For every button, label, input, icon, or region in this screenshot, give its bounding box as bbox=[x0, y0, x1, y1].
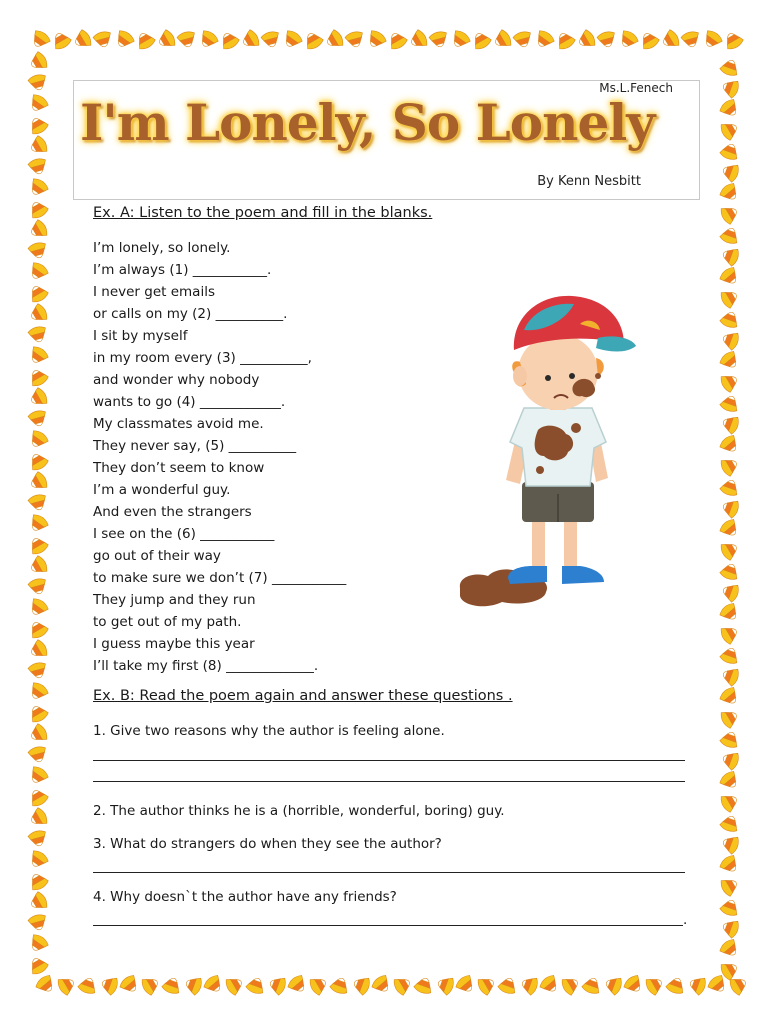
candy-corn-icon bbox=[720, 161, 740, 183]
candy-corn-icon bbox=[27, 680, 50, 703]
exercise-b-heading: Ex. B: Read the poem again and answer these questions . bbox=[93, 688, 513, 704]
candy-corn-icon bbox=[718, 349, 741, 372]
candy-corn-icon bbox=[27, 932, 50, 955]
candy-corn-icon bbox=[491, 28, 513, 51]
candy-corn-icon bbox=[267, 974, 287, 996]
candy-corn-icon bbox=[659, 28, 681, 51]
candy-corn-icon bbox=[449, 28, 472, 51]
candy-corn-icon bbox=[718, 769, 741, 792]
answer-line[interactable] bbox=[93, 872, 685, 873]
candy-corn-icon bbox=[27, 786, 50, 808]
candy-corn-icon bbox=[644, 974, 666, 997]
candy-corn-icon bbox=[718, 97, 741, 120]
candy-corn-icon bbox=[329, 975, 351, 995]
candy-corn-icon bbox=[27, 764, 50, 787]
candy-corn-icon bbox=[407, 28, 429, 51]
candy-corn-icon bbox=[720, 413, 740, 435]
candy-corn-icon bbox=[718, 181, 741, 204]
candy-corn-icon bbox=[719, 897, 741, 917]
candy-corn-icon bbox=[603, 974, 623, 996]
poem-author: By Kenn Nesbitt bbox=[537, 174, 641, 189]
candy-corn-icon bbox=[27, 661, 48, 680]
candy-corn-icon bbox=[581, 975, 603, 995]
candy-corn-icon bbox=[183, 974, 203, 996]
candy-corn-icon bbox=[719, 141, 741, 161]
poem-line: go out of their way bbox=[93, 548, 221, 564]
candy-corn-icon bbox=[56, 974, 78, 997]
poem-line: to get out of my path. bbox=[93, 614, 242, 630]
candy-corn-icon bbox=[27, 260, 50, 283]
poem-line: They never say, (5) __________ bbox=[93, 438, 297, 454]
candy-corn-icon bbox=[92, 30, 113, 49]
candy-corn-icon bbox=[27, 638, 49, 661]
exercise-a-heading: Ex. A: Listen to the poem and fill in the blanks. bbox=[93, 205, 433, 221]
candy-corn-icon bbox=[720, 833, 740, 855]
candy-corn-icon bbox=[27, 198, 50, 220]
candy-corn-icon bbox=[719, 561, 741, 581]
candy-corn-icon bbox=[202, 973, 225, 996]
candy-corn-icon bbox=[27, 890, 49, 913]
candy-corn-icon bbox=[27, 702, 50, 724]
candy-corn-icon bbox=[224, 974, 246, 997]
poem-line: And even the strangers bbox=[93, 504, 252, 520]
candy-corn-icon bbox=[323, 28, 345, 51]
poem-line: I’m lonely, so lonely. bbox=[93, 240, 231, 256]
candy-corn-icon bbox=[239, 28, 261, 51]
candy-corn-icon bbox=[719, 393, 741, 413]
candy-corn-icon bbox=[718, 265, 741, 288]
candy-corn-icon bbox=[27, 722, 49, 745]
candy-corn-icon bbox=[27, 745, 48, 764]
candy-corn-icon bbox=[308, 974, 330, 997]
candy-corn-icon bbox=[720, 497, 740, 519]
candy-corn-icon bbox=[719, 875, 741, 898]
candy-corn-icon bbox=[351, 974, 371, 996]
candy-corn-icon bbox=[27, 848, 50, 871]
candy-corn-icon bbox=[27, 302, 49, 325]
candy-corn-icon bbox=[519, 974, 539, 996]
candy-corn-icon bbox=[118, 973, 141, 996]
candy-corn-icon bbox=[413, 975, 435, 995]
candy-corn-icon bbox=[286, 973, 309, 996]
candy-corn-icon bbox=[27, 913, 48, 932]
candy-corn-icon bbox=[538, 973, 561, 996]
candy-corn-icon bbox=[718, 937, 741, 960]
candy-corn-icon bbox=[27, 428, 50, 451]
candy-corn-icon bbox=[554, 29, 577, 51]
candy-corn-icon bbox=[476, 974, 498, 997]
candy-corn-icon bbox=[719, 707, 741, 730]
candy-corn-icon bbox=[617, 28, 640, 51]
candy-corn-icon bbox=[27, 325, 48, 344]
poem-line: My classmates avoid me. bbox=[93, 416, 264, 432]
candy-corn-icon bbox=[27, 176, 50, 199]
candy-corn-icon bbox=[701, 28, 724, 51]
question-2: 2. The author thinks he is a (horrible, wonderful, boring) guy. bbox=[93, 803, 505, 819]
candy-corn-icon bbox=[720, 749, 740, 771]
candy-corn-icon bbox=[27, 386, 49, 409]
candy-corn-icon bbox=[27, 73, 48, 92]
candy-corn-icon bbox=[719, 729, 741, 749]
candy-corn-icon bbox=[719, 57, 741, 77]
candy-corn-icon bbox=[245, 975, 267, 995]
candy-corn-icon bbox=[719, 119, 741, 142]
candy-corn-icon bbox=[720, 665, 740, 687]
candy-corn-icon bbox=[512, 30, 533, 49]
candy-corn-icon bbox=[27, 157, 48, 176]
candy-corn-icon bbox=[27, 450, 50, 472]
candy-corn-icon bbox=[370, 973, 393, 996]
poem-line: and wonder why nobody bbox=[93, 372, 260, 388]
candy-corn-icon bbox=[27, 409, 48, 428]
candy-corn-icon bbox=[720, 329, 740, 351]
candy-corn-icon bbox=[34, 973, 57, 996]
candy-corn-icon bbox=[719, 225, 741, 245]
candy-corn-icon bbox=[622, 973, 645, 996]
candy-corn-icon bbox=[719, 813, 741, 833]
candy-corn-icon bbox=[638, 29, 661, 51]
candy-corn-icon bbox=[680, 30, 701, 49]
candy-corn-icon bbox=[435, 974, 455, 996]
teacher-name: Ms.L.Fenech bbox=[599, 81, 673, 95]
title-box bbox=[73, 80, 700, 200]
candy-corn-icon bbox=[77, 975, 99, 995]
poem-line: I see on the (6) ___________ bbox=[93, 526, 275, 542]
candy-corn-icon bbox=[27, 554, 49, 577]
candy-corn-icon bbox=[497, 975, 519, 995]
candy-corn-icon bbox=[27, 829, 48, 848]
candy-corn-icon bbox=[575, 28, 597, 51]
candy-corn-icon bbox=[718, 853, 741, 876]
poem-line: I’ll take my first (8) _____________. bbox=[93, 658, 319, 674]
candy-corn-icon bbox=[134, 29, 157, 51]
candy-corn-icon bbox=[718, 517, 741, 540]
poem-line: wants to go (4) ____________. bbox=[93, 394, 286, 410]
candy-corn-icon bbox=[719, 371, 741, 394]
candy-corn-icon bbox=[27, 92, 50, 115]
candy-corn-icon bbox=[27, 534, 50, 556]
candy-corn-icon bbox=[454, 973, 477, 996]
candy-corn-icon bbox=[50, 29, 73, 51]
candy-corn-icon bbox=[27, 282, 50, 304]
candy-corn-icon bbox=[27, 493, 48, 512]
candy-corn-icon bbox=[155, 28, 177, 51]
candy-corn-icon bbox=[719, 477, 741, 497]
answer-line[interactable] bbox=[93, 760, 685, 761]
poem-line: to make sure we don’t (7) ___________ bbox=[93, 570, 347, 586]
candy-corn-icon bbox=[27, 512, 50, 535]
candy-corn-icon bbox=[392, 974, 414, 997]
candy-corn-icon bbox=[27, 577, 48, 596]
candy-corn-icon bbox=[344, 30, 365, 49]
candy-corn-icon bbox=[27, 806, 49, 829]
candy-corn-icon bbox=[27, 596, 50, 619]
candy-corn-icon bbox=[719, 791, 741, 814]
candy-corn-icon bbox=[99, 974, 119, 996]
question-1: 1. Give two reasons why the author is feeling alone. bbox=[93, 723, 445, 739]
candy-corn-icon bbox=[27, 470, 49, 493]
candy-corn-icon bbox=[687, 974, 707, 996]
candy-corn-icon bbox=[27, 218, 49, 241]
candy-corn-icon bbox=[719, 287, 741, 310]
candy-corn-icon bbox=[27, 114, 50, 136]
candy-corn-icon bbox=[281, 28, 304, 51]
candy-corn-icon bbox=[720, 581, 740, 603]
question-3: 3. What do strangers do when they see the author? bbox=[93, 836, 442, 852]
candy-corn-icon bbox=[719, 309, 741, 329]
answer-end-period: . bbox=[683, 912, 688, 928]
candy-corn-icon bbox=[428, 30, 449, 49]
poem-line: in my room every (3) __________, bbox=[93, 350, 312, 366]
answer-line[interactable] bbox=[93, 925, 683, 926]
candy-corn-icon bbox=[140, 974, 162, 997]
candy-corn-icon bbox=[27, 870, 50, 892]
candy-corn-icon bbox=[720, 77, 740, 99]
candy-corn-icon bbox=[386, 29, 409, 51]
candy-corn-icon bbox=[718, 601, 741, 624]
candy-corn-icon bbox=[161, 975, 183, 995]
candy-corn-icon bbox=[27, 618, 50, 640]
poem-line: They don’t seem to know bbox=[93, 460, 265, 476]
candy-corn-icon bbox=[176, 30, 197, 49]
candy-corn-icon bbox=[27, 344, 50, 367]
candy-corn-icon bbox=[560, 974, 582, 997]
candy-corn-icon bbox=[27, 50, 49, 73]
poem-line: They jump and they run bbox=[93, 592, 256, 608]
candy-corn-icon bbox=[27, 366, 50, 388]
candy-corn-icon bbox=[718, 685, 741, 708]
candy-corn-icon bbox=[719, 455, 741, 478]
candy-corn-icon bbox=[722, 29, 745, 51]
candy-corn-icon bbox=[197, 28, 220, 51]
candy-corn-icon bbox=[218, 29, 241, 51]
candy-corn-icon bbox=[365, 28, 388, 51]
candy-corn-icon bbox=[533, 28, 556, 51]
worksheet-title: I'm Lonely, So Lonely bbox=[80, 93, 655, 152]
poem-line: I’m a wonderful guy. bbox=[93, 482, 231, 498]
poem-line: I’m always (1) ___________. bbox=[93, 262, 272, 278]
poem-line: I never get emails bbox=[93, 284, 215, 300]
candy-corn-icon bbox=[29, 28, 52, 51]
question-4: 4. Why doesn`t the author have any friends? bbox=[93, 889, 397, 905]
candy-corn-icon bbox=[27, 134, 49, 157]
candy-corn-icon bbox=[719, 539, 741, 562]
candy-corn-icon bbox=[27, 241, 48, 260]
poem-line: or calls on my (2) __________. bbox=[93, 306, 288, 322]
candy-corn-icon bbox=[260, 30, 281, 49]
candy-corn-icon bbox=[719, 645, 741, 665]
poem-text bbox=[93, 237, 346, 677]
candy-corn-icon bbox=[719, 203, 741, 226]
candy-corn-icon bbox=[27, 954, 50, 976]
answer-line[interactable] bbox=[93, 781, 685, 782]
candy-corn-icon bbox=[113, 28, 136, 51]
candy-corn-icon bbox=[720, 245, 740, 267]
candy-corn-icon bbox=[720, 917, 740, 939]
candy-corn-icon bbox=[665, 975, 687, 995]
poem-line: I sit by myself bbox=[93, 328, 188, 344]
candy-corn-icon bbox=[302, 29, 325, 51]
candy-corn-icon bbox=[470, 29, 493, 51]
poem-line: I guess maybe this year bbox=[93, 636, 255, 652]
sad-boy-illustration bbox=[448, 280, 638, 620]
candy-corn-icon bbox=[596, 30, 617, 49]
candy-corn-icon bbox=[718, 433, 741, 456]
candy-corn-icon bbox=[719, 623, 741, 646]
candy-corn-icon bbox=[71, 28, 93, 51]
